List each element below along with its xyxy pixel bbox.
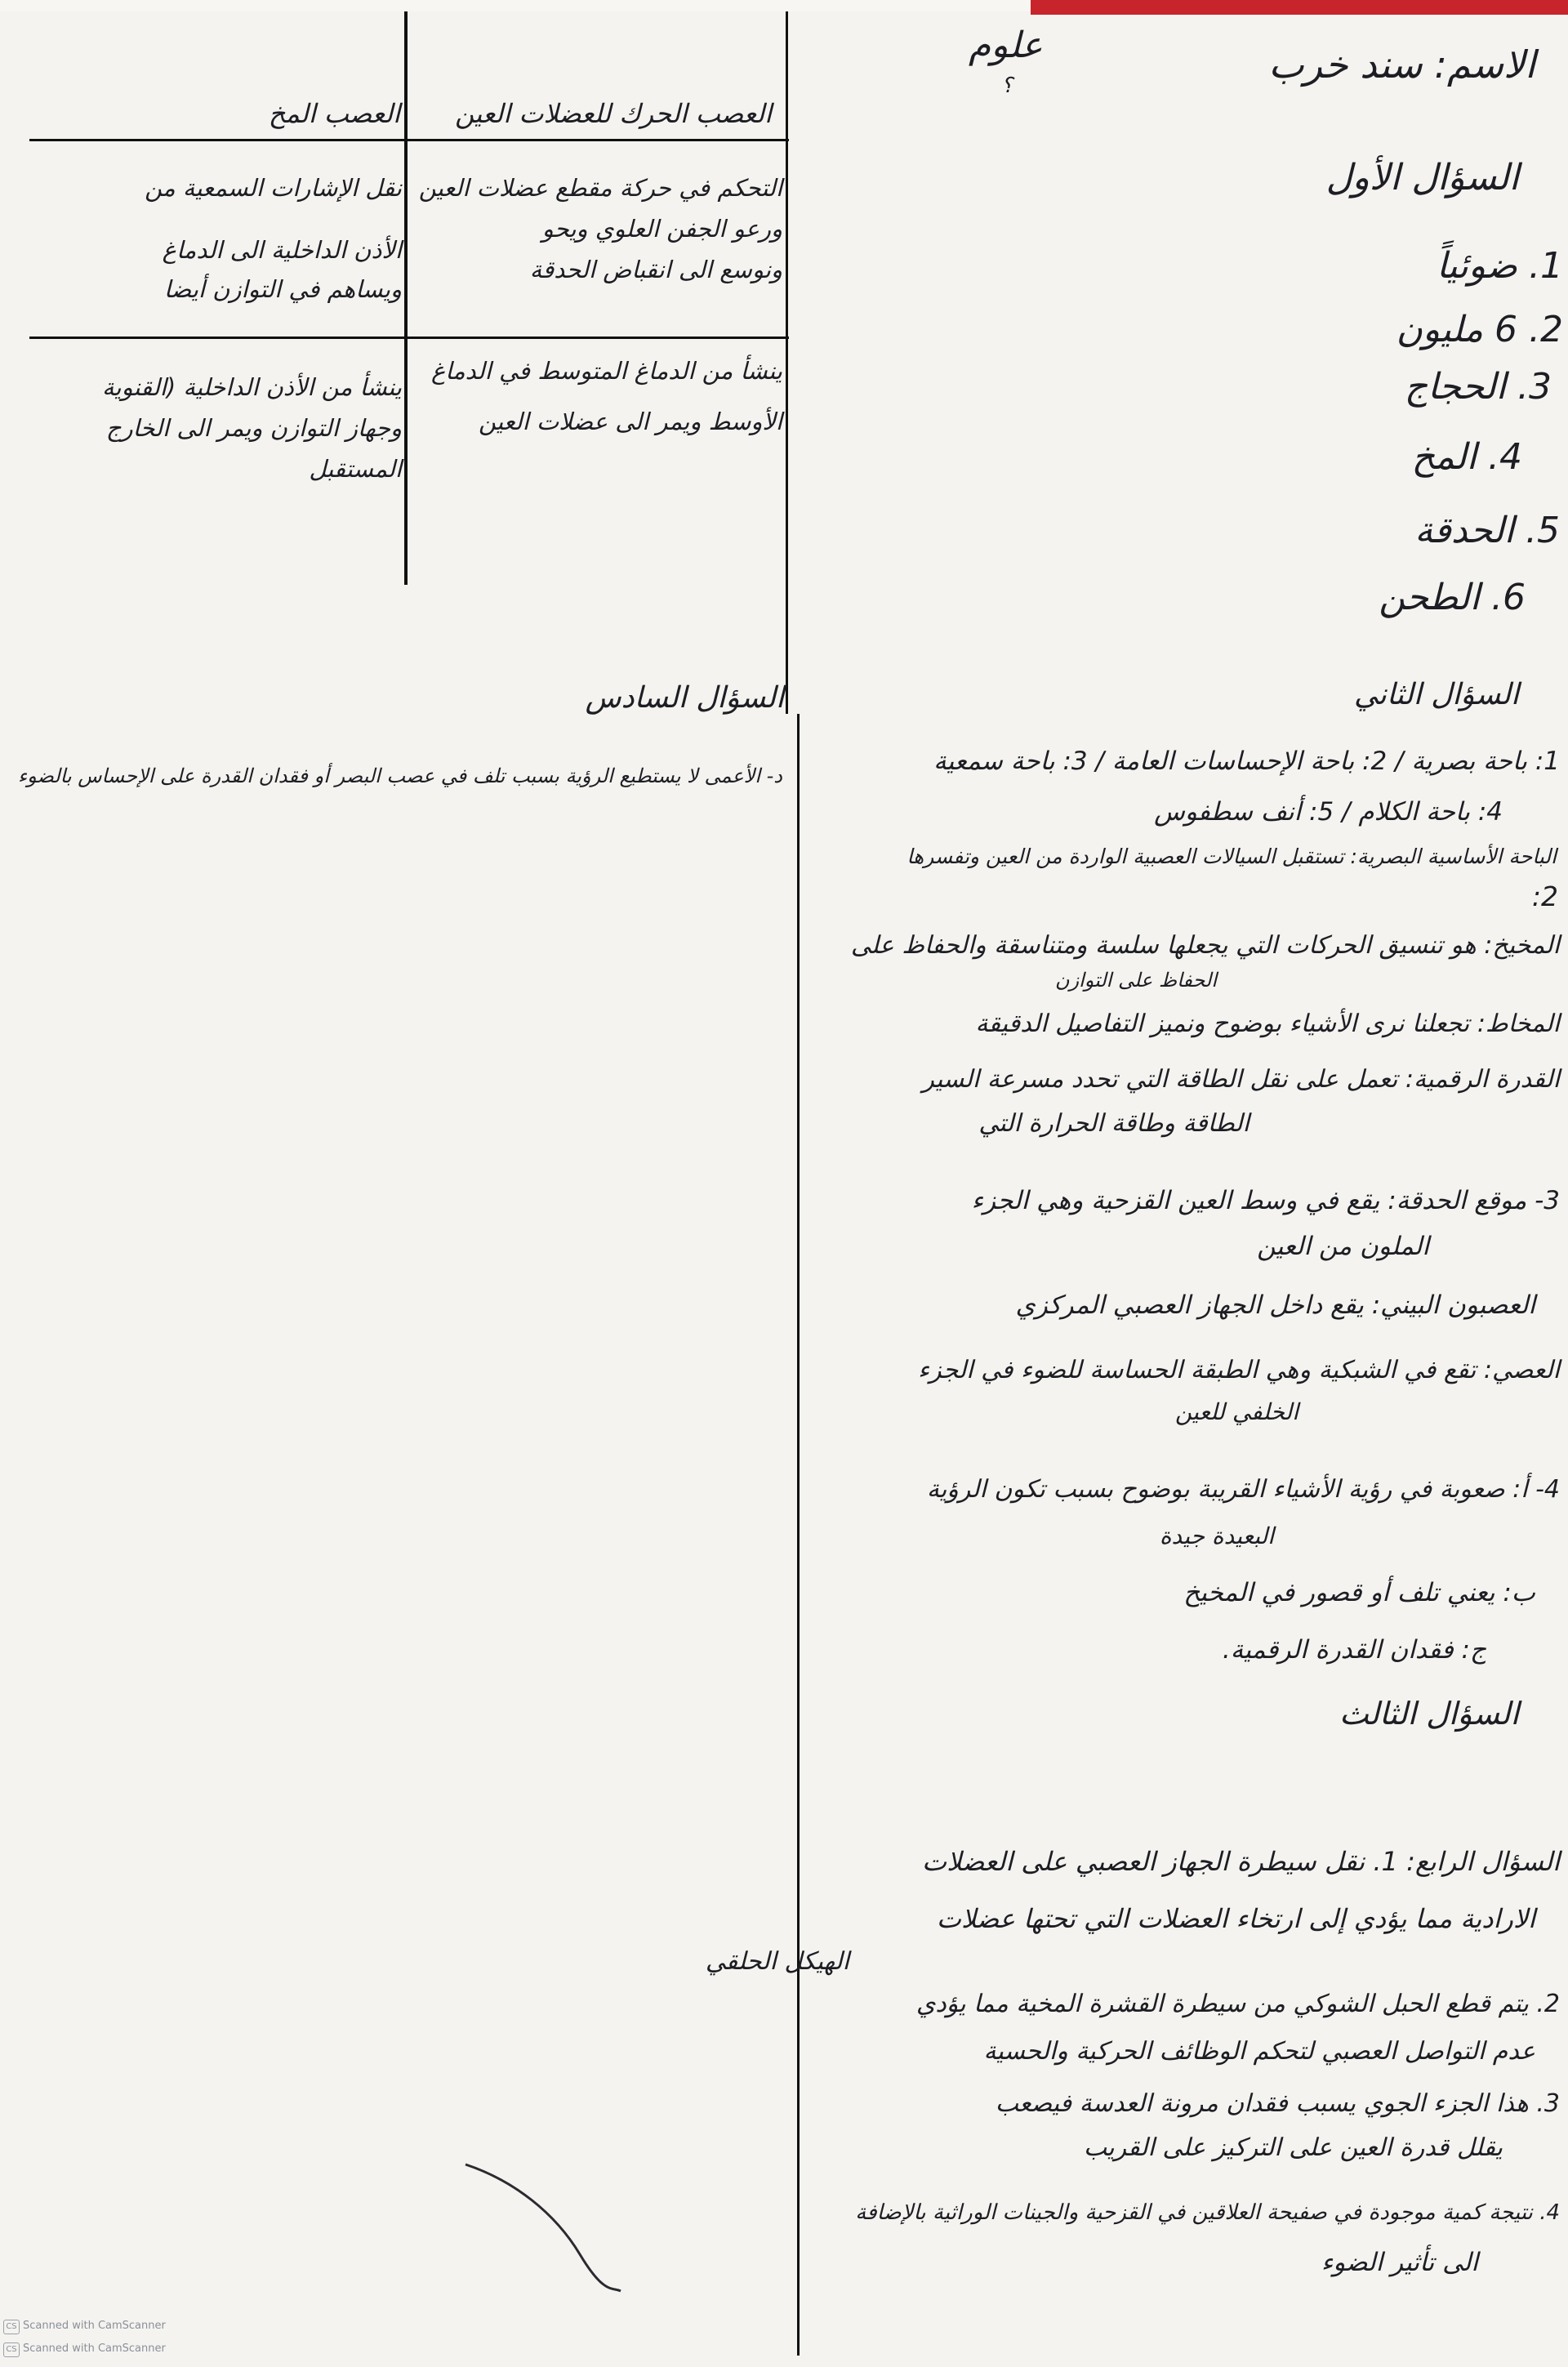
table-row-rule	[29, 337, 789, 339]
q2-line: العصي: تقع في الشبكية وهي الطبقة الحساسة للضوء في الجزء	[918, 1356, 1560, 1384]
q2-line: القدرة الرقمية: تعمل على نقل الطاقة التي تحدد مسرعة السير	[922, 1065, 1560, 1094]
table-cell-auditory-function-2: الأذن الداخلية الى الدماغ	[162, 236, 402, 264]
camscanner-logo-icon: CS	[3, 2342, 20, 2357]
q2-line: الباحة الأساسية البصرية: تستقبل السيالات العصبية الواردة من العين وتفسرها	[906, 845, 1557, 868]
q1-answer-6: 6. الطحن	[1379, 577, 1526, 618]
q6-answer: د- الأعمى لا يستطيع الرؤية بسبب تلف في عصب البصر أو فقدان القدرة على الإحساس بالضوء	[17, 764, 782, 787]
red-cover-edge	[1031, 0, 1568, 15]
q2-line: 3- موقع الحدقة: يقع في وسط العين القزحية وهي الجزء	[971, 1186, 1560, 1215]
q1-answer-5: 5. الحدقة	[1414, 510, 1560, 551]
q2-line: الخلفي للعين	[1174, 1398, 1298, 1425]
q2-line: 1: باحة بصرية / 2: باحة الإحساسات العامة / 3: باحة سمعية	[933, 747, 1560, 776]
q2-line: 2:	[1531, 880, 1558, 912]
subject-title: علوم	[969, 25, 1043, 66]
subject-mark: ؟	[1001, 74, 1013, 98]
q2-line: ب: يعني تلف أو قصور في المخيخ	[1183, 1578, 1535, 1607]
q6-title: السؤال السادس	[585, 681, 784, 715]
main-column-divider	[797, 714, 800, 2356]
q4-line: 2. يتم قطع الحبل الشوكي من سيطرة القشرة المخية مما يؤدي	[915, 1990, 1560, 2018]
camscanner-watermark: CS Scanned with CamScanner	[3, 2320, 166, 2334]
q2-line: 4- أ: صعوبة في رؤية الأشياء القريبة بوضوح بسبب تكون الرؤية	[926, 1475, 1560, 1504]
q2-line: 4: باحة الكلام / 5: أنف سطفوس	[1154, 797, 1503, 827]
q1-title: السؤال الأول	[1325, 157, 1519, 198]
table-cell-auditory-origin-1: ينشأ من الأذن الداخلية (القنوية	[101, 373, 402, 401]
table-header-auditory-nerve: العصب المخ	[268, 98, 400, 129]
q4-line: 4. نتيجة كمية موجودة في صفيحة العلاقين في القزحية والجينات الوراثية بالإضافة	[855, 2200, 1560, 2225]
table-header-rule	[29, 139, 789, 141]
q4-line: الى تأثير الضوء	[1321, 2248, 1478, 2277]
camscanner-watermark: CS Scanned with CamScanner	[3, 2342, 166, 2357]
q1-answer-2: 2. 6 مليون	[1396, 309, 1563, 350]
q4-line: الارادية مما يؤدي إلى ارتخاء العضلات التي تحتها عضلات	[936, 1903, 1535, 1934]
table-cell-auditory-function-1: نقل الإشارات السمعية من	[145, 174, 402, 202]
camscanner-logo-icon: CS	[3, 2320, 20, 2334]
q1-answer-1: 1. ضوئياً	[1437, 245, 1563, 287]
q2-line: الملون من العين	[1257, 1232, 1429, 1261]
q4-line: عدم التواصل العصبي لتحكم الوظائف الحركية والحسية	[983, 2037, 1535, 2066]
q2-line: البعيدة جيدة	[1159, 1522, 1274, 1549]
q2-title: السؤال الثاني	[1353, 678, 1519, 711]
table-cell-motor-function-2: ورعو الجفن العلوي ويحو	[541, 215, 782, 243]
q1-answer-4: 4. المخ	[1411, 436, 1522, 478]
q2-line: العصبون البيني: يقع داخل الجهاز العصبي المركزي	[1015, 1290, 1535, 1320]
q2-line: ج: فقدان القدرة الرقمية.	[1222, 1635, 1486, 1665]
q4-line: السؤال الرابع: 1. نقل سيطرة الجهاز العصبي على العضلات	[922, 1846, 1560, 1877]
table-cell-auditory-origin-2: وجهاز التوازن ويمر الى الخارج	[105, 414, 402, 442]
q2-line: الحفاظ على التوازن	[1054, 969, 1217, 992]
q4-line: الهيكل الحلقي	[705, 1947, 849, 1976]
table-cell-motor-origin-2: الأوسط ويمر الى عضلات العين	[479, 408, 782, 435]
table-cell-auditory-origin-3: المستقبل	[309, 455, 402, 483]
table-left-border	[404, 11, 408, 585]
table-middle-divider	[786, 11, 788, 714]
q2-line: المخيخ: هو تنسيق الحركات التي يجعلها سلسة ومتناسقة والحفاظ على	[850, 931, 1560, 960]
table-cell-auditory-function-3: ويساهم في التوازن أيضا	[163, 275, 402, 303]
q2-line: المخاط: تجعلنا نرى الأشياء بوضوح ونميز التفاصيل الدقيقة	[975, 1010, 1560, 1038]
pen-stroke-mark	[457, 2156, 629, 2295]
table-cell-motor-function-1: التحكم في حركة مقطع عضلات العين	[418, 174, 782, 202]
student-name: الاسم: سند خرب	[1268, 42, 1535, 87]
table-cell-motor-function-3: ونوسع الى انقباض الحدقة	[529, 256, 782, 283]
table-header-motor-nerve: العصب الحرك للعضلات العين	[455, 98, 772, 129]
q1-answer-3: 3. الحجاج	[1404, 366, 1552, 408]
q4-line: يقلل قدرة العين على التركيز على القريب	[1083, 2133, 1503, 2162]
q2-line: الطاقة وطاقة الحرارة التي	[978, 1109, 1250, 1138]
q3-title: السؤال الثالث	[1339, 1696, 1519, 1732]
table-cell-motor-origin-1: ينشأ من الدماغ المتوسط في الدماغ	[430, 357, 782, 385]
q4-line: 3. هذا الجزء الجوي يسبب فقدان مرونة العدسة فيصعب	[995, 2089, 1560, 2118]
